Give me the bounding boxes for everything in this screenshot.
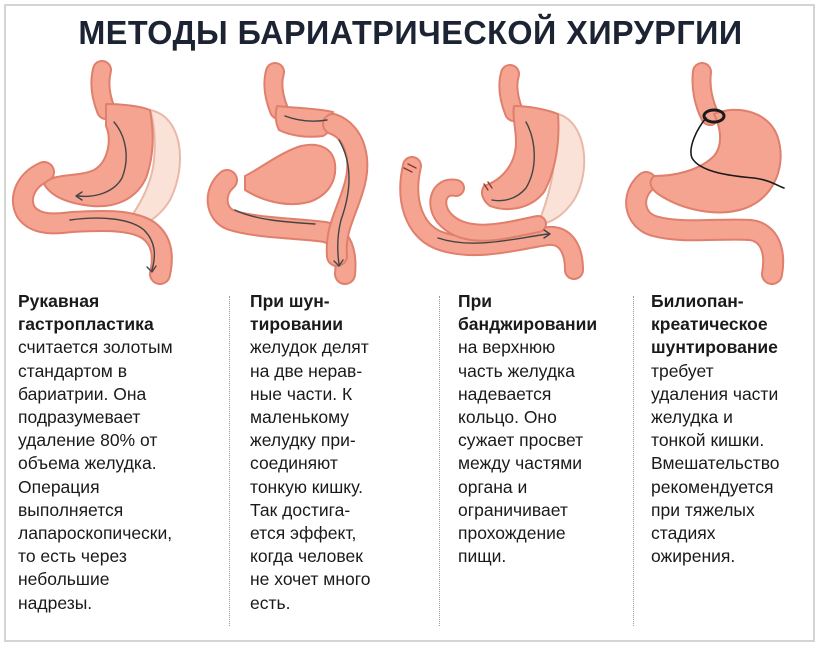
method-text-line: тонкой кишки. — [651, 430, 765, 451]
method-title-line: креатическое — [651, 314, 768, 335]
method-text-line: Вмешательство — [651, 453, 780, 474]
method-text-line: лапароскопически, — [18, 523, 173, 544]
method-text-line: желудку при- — [250, 430, 356, 451]
page-title: МЕТОДЫ БАРИАТРИЧЕСКОЙ ХИРУРГИИ — [78, 14, 743, 51]
method-title-line: Билиопан- — [651, 291, 744, 311]
method-text-line: желудка и — [651, 407, 733, 428]
column-divider — [439, 296, 440, 626]
method-title-line: При — [458, 291, 493, 311]
method-text-line: на две нерав- — [250, 360, 363, 381]
method-text-line: удаления части — [651, 383, 779, 404]
method-text-line: маленькому — [250, 407, 350, 428]
method-text-line: есть. — [250, 592, 291, 613]
method-title-line: Рукавная — [18, 291, 100, 311]
method-text-line: органа и — [458, 476, 528, 497]
method-text-line: сужает просвет — [458, 430, 584, 451]
method-title-line: тировании — [250, 314, 344, 335]
method-text-line: при тяжелых — [651, 499, 755, 520]
method-text-line: выполняется — [18, 499, 124, 520]
method-text-line: Операция — [18, 476, 100, 497]
method-text-line: на верхнюю — [458, 337, 556, 358]
method-text-line: кольцо. Оно — [458, 407, 557, 428]
method-text-line: соединяют — [250, 453, 338, 474]
gastric-bypass-illustration — [205, 60, 395, 290]
method-text-line: небольшие — [18, 569, 110, 590]
method-text-line: объема желудка. — [18, 453, 157, 474]
method-text-line: подразумевает — [18, 407, 141, 428]
method-text-line: стандартом в — [18, 360, 127, 381]
method-title-line: При шун- — [250, 291, 330, 311]
method-text-line: ожирения. — [651, 546, 736, 567]
column-divider — [229, 296, 230, 626]
method-text-line: когда человек — [250, 546, 363, 567]
method-text-line: стадиях — [651, 523, 716, 544]
method-text-line: требует — [651, 360, 714, 381]
method-text-line: часть желудка — [458, 360, 575, 381]
column-divider — [633, 296, 634, 626]
method-text-line: рекомендуется — [651, 476, 774, 497]
sleeve-gastrectomy-illustration — [10, 60, 200, 290]
method-text-line: не хочет много — [250, 569, 371, 590]
method-title-line: шунтирование — [651, 337, 778, 358]
method-text-bypass — [250, 290, 435, 615]
method-text-line: удаление 80% от — [18, 430, 158, 451]
gastric-banding-illustration — [398, 60, 598, 290]
method-text-line: тонкую кишку. — [250, 476, 363, 497]
method-text-line: пищи. — [458, 546, 507, 567]
method-text-biliopancreatic — [651, 290, 816, 568]
method-text-line: желудок делят — [250, 337, 369, 358]
biliopancreatic-diversion-illustration — [620, 60, 810, 290]
method-text-banding — [458, 290, 628, 568]
method-text-line: то есть через — [18, 546, 127, 567]
method-text-line: прохождение — [458, 523, 566, 544]
method-title-line: гастропластика — [18, 314, 154, 335]
method-title-line: банджировании — [458, 314, 598, 335]
method-text-line: надевается — [458, 383, 552, 404]
method-text-sleeve — [18, 290, 218, 615]
method-text-line: ные части. К — [250, 383, 353, 404]
method-text-line: бариатрии. Она — [18, 383, 147, 404]
method-text-line: надрезы. — [18, 592, 93, 613]
method-text-line: между частями — [458, 453, 582, 474]
method-text-line: считается золотым — [18, 337, 173, 358]
method-text-line: Так достига- — [250, 499, 351, 520]
method-text-line: ется эффект, — [250, 523, 357, 544]
method-text-line: ограничивает — [458, 499, 568, 520]
